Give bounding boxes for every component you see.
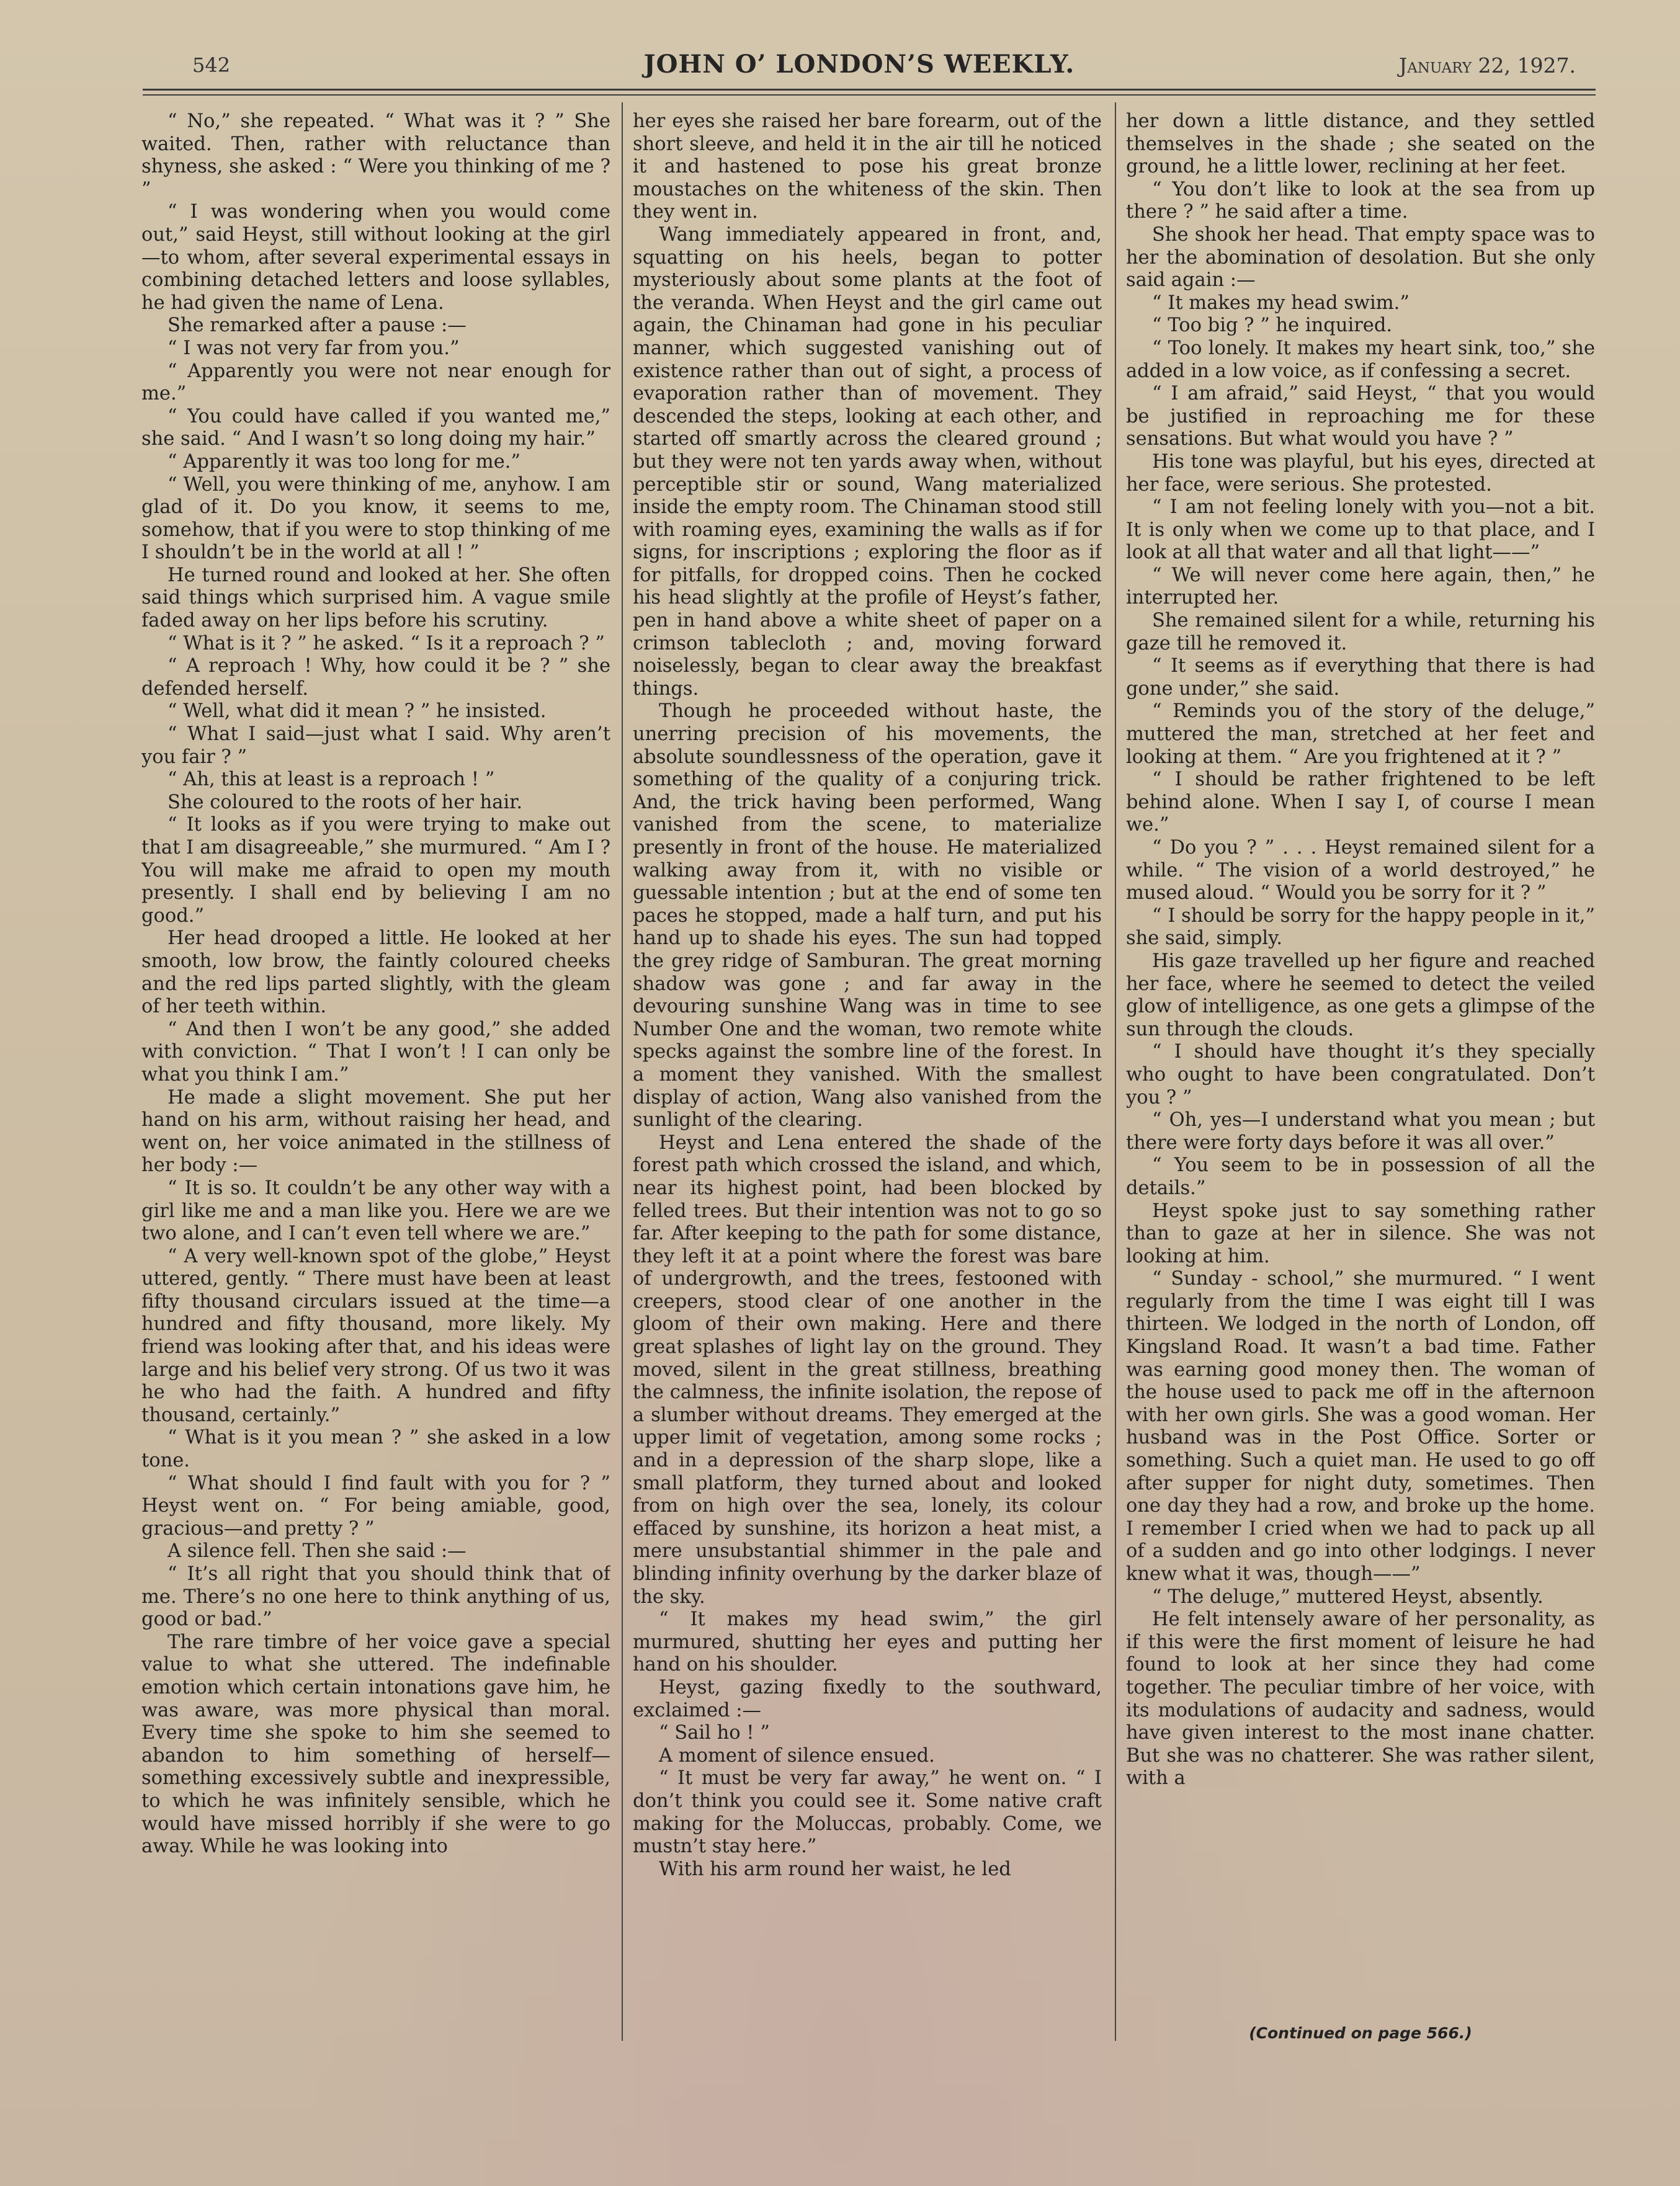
paragraph: her down a little distance, and they settled themselves in the shade ; she seated on the ground, he a little lower, reclining at her feet. (1126, 110, 1595, 178)
paragraph: “ I should have thought it’s they specially who ought to have been congratulated. Don’t you ? ” (1126, 1041, 1595, 1109)
paragraph: “ Well, you were thinking of me, anyhow. I am glad of it. Do you know, it seems to me, somehow, that if you were to stop thinking of me I shouldn’t be in the world at all ! ” (141, 473, 610, 564)
paragraph: “ Too big ? ” he inquired. (1152, 315, 1393, 337)
paragraph: Heyst, gazing fixedly to the southward, exclaimed :— (633, 1676, 1102, 1721)
paragraph: He turned round and looked at her. She often said things which surprised him. A vague smile faded away on her lips before his scrutiny. (141, 564, 610, 632)
paragraph: Her head drooped a little. He looked at her smooth, low brow, the faintly coloured cheeks and the red lips parted slightly, with the gleam of her teeth within. (141, 927, 610, 1018)
paragraph: “ You could have called if you wanted me,” she said. “ And I wasn’t so long doing my hair.” (141, 405, 610, 450)
header-rule (143, 89, 1596, 91)
paragraph: “ It makes my head swim.” (1152, 292, 1410, 314)
text-column-2 (633, 110, 1102, 2052)
paragraph: Wang immediately appeared in front, and, squatting on his heels, began to potter mysteriously about some plants at the foot of the veranda. When Heyst and the girl came out again, the Chinaman had gone in his peculiar manner, which suggested vanishing out of existence rather than out of sight, a process of evaporation rather than of movement. They descended the steps, looking at each other, and started off smartly across the cleared ground ; but they were not ten yards away when, without perceptible stir or sound, Wang materialized inside the empty room. The Chinaman stood still with roaming eyes, examining the walls as if for signs, for inscriptions ; exploring the floor as if for pitfalls, for dropped coins. Then he cocked his head slightly at the profile of Heyst’s father, pen in hand above a white sheet of paper on a crimson tablecloth ; and, moving forward noiselessly, began to clear away the breakfast things. (633, 223, 1102, 700)
paragraph: “ It’s all right that you should think that of me. There’s no one here to think anything of us, good or bad.” (141, 1563, 610, 1631)
paragraph: Though he proceeded without haste, the unerring precision of his movements, the absolute soundlessness of the operation, gave it something of the quality of a conjuring trick. And, the trick having been performed, Wang vanished from the scene, to materialize presently in front of the house. He materialized walking away from it, with no visible or guessable intention ; but at the end of some ten paces he stopped, made a half turn, and put his hand up to shade his eyes. The sun had topped the grey ridge of Samburan. The great morning shadow was gone ; and far away in the devouring sunshine Wang was in time to see Number One and the woman, two remote white specks against the sombre line of the forest. In a moment they vanished. With the smallest display of action, Wang also vanished from the sunlight of the clearing. (633, 700, 1102, 1131)
paragraph: She shook her head. That empty space was to her the abomination of desolation. But she only said again :— (1126, 223, 1595, 292)
paragraph: “ It must be very far away,” he went on. “ I don’t think you could see it. Some native craft making for the Moluccas, probably. Come, we mustn’t stay here.” (633, 1767, 1102, 1858)
paragraph: “ I should be rather frightened to be left behind alone. When I say I, of course I mean we.” (1126, 769, 1595, 836)
paragraph: “ The deluge,” muttered Heyst, absently. (1152, 1586, 1544, 1608)
column-divider (1115, 102, 1116, 2041)
text-column-1 (141, 110, 610, 2052)
paragraph: “ What I said—just what I said. Why aren’t you fair ? ” (141, 723, 610, 768)
paragraph: “ Do you ? ” . . . Heyst remained silent for a while. “ The vision of a world destroyed,” he mused aloud. “ Would you be sorry for it ? ” (1126, 837, 1595, 904)
paragraph: She remained silent for a while, returning his gaze till he removed it. (1126, 610, 1595, 654)
paragraph: His gaze travelled up her figure and reached her face, where he seemed to detect the veiled glow of intelligence, as one gets a glimpse of the sun through the clouds. (1126, 950, 1595, 1040)
paragraph: “ Ah, this at least is a reproach ! ” (168, 769, 495, 791)
paragraph: She remarked after a pause :— (168, 315, 467, 337)
paragraph: A silence fell. Then she said :— (168, 1540, 467, 1563)
paragraph: “ No,” she repeated. “ What was it ? ” She waited. Then, rather with reluctance than shyness, she asked : “ Were you thinking of me ? ” (141, 110, 610, 200)
paragraph: “ Well, what did it mean ? ” he insisted. (168, 700, 547, 723)
paragraph: “ Too lonely. It makes my heart sink, too,” she added in a low voice, as if confessing a secret. (1126, 337, 1595, 382)
paragraph: “ A very well-known spot of the globe,” Heyst uttered, gently. “ There must have been at least fifty thousand circulars issued at the time—a hundred and fifty thousand, more likely. My friend was looking after that, and his ideas were large and his belief very strong. Of us two it was he who had the faith. A hundred and fifty thousand, certainly.” (141, 1245, 610, 1426)
paragraph: “ Sunday - school,” she murmured. “ I went regularly from the time I was eight till I was thirteen. We lodged in the north of London, off Kingsland Road. It wasn’t a bad time. Father was earning good money then. The woman of the house used to pack me off in the afternoon with her own girls. She was a good woman. Her husband was in the Post Office. Sorter or something. Such a quiet man. He used to go off after supper for night duty, sometimes. Then one day they had a row, and broke up the home. I remember I cried when we had to pack up all of a sudden and go into other lodgings. I never knew what it was, though——” (1126, 1268, 1595, 1585)
paragraph: “ What is it you mean ? ” she asked in a low tone. (141, 1427, 610, 1472)
paragraph: “ I am not feeling lonely with you—not a bit. It is only when we come up to that place, and I look at all that water and all that light——” (1126, 496, 1595, 564)
paragraph: “ And then I won’t be any good,” she added with conviction. “ That I won’t ! I can only be what you think I am.” (141, 1018, 610, 1086)
page-header (143, 50, 1576, 87)
paragraph: He made a slight movement. She put her hand on his arm, without raising her head, and went on, her voice animated in the stillness of her body :— (141, 1086, 610, 1177)
paragraph: “ I am afraid,” said Heyst, “ that you would be justified in reproaching me for these sensations. But what would you have ? ” (1126, 383, 1595, 450)
paragraph: “ I should be sorry for the happy people in it,” she said, simply. (1126, 904, 1595, 950)
continued-notice: (Continued on page 566.) (1249, 2024, 1472, 2042)
issue-date: January 22, 1927. (1399, 53, 1576, 78)
paragraph: His tone was playful, but his eyes, directed at her face, were serious. She protested. (1126, 450, 1595, 496)
paragraph: A moment of silence ensued. (659, 1744, 935, 1767)
paragraph: “ You seem to be in possession of all the details.” (1126, 1154, 1595, 1199)
paragraph: “ It looks as if you were trying to make out that I am disagreeable,” she murmured. “ Am I ? You will make me afraid to open my mouth presently. I shall end by believing I am no good.” (141, 814, 610, 927)
paragraph: She coloured to the roots of her hair. (168, 791, 523, 813)
paragraph: “ It seems as if everything that there is had gone under,” she said. (1126, 655, 1595, 700)
paragraph: “ It makes my head swim,” the girl murmured, shutting her eyes and putting her hand on his shoulder. (633, 1608, 1102, 1676)
paragraph: “ Apparently it was too long for me.” (168, 450, 521, 473)
paragraph: “ What is it ? ” he asked. “ Is it a reproach ? ” (168, 632, 605, 654)
paragraph: He felt intensely aware of her personality, as if this were the first moment of leisure he had found to look at her since they had come together. The peculiar timbre of her voice, with its modulations of audacity and sadness, would have given interest to the most inane chatter. But she was no chatterer. She was rather silent, with a (1126, 1608, 1595, 1790)
paragraph: “ I was not very far from you.” (168, 337, 460, 359)
paragraph: The rare timbre of her voice gave a special value to what she uttered. The indefinable emotion which certain intonations gave him, he was aware, was more physical than moral. Every time she spoke to him she seemed to abandon to him something of herself—something excessively subtle and inexpressible, to which he was infinitely sensible, which he would have missed horribly if she were to go away. While he was looking into (141, 1631, 610, 1858)
paragraph: “ You don’t like to look at the sea from up there ? ” he said after a time. (1126, 178, 1595, 223)
paragraph: “ It is so. It couldn’t be any other way with a girl like me and a man like you. Here we are we two alone, and I can’t even tell where we are.” (141, 1177, 610, 1245)
paragraph: “ A reproach ! Why, how could it be ? ” she defended herself. (141, 655, 610, 700)
paragraph: With his arm round her waist, he led (659, 1858, 1011, 1880)
page-number: 542 (192, 53, 231, 77)
paragraph: “ Apparently you were not near enough for me.” (141, 360, 610, 405)
publication-title: JOHN O’ LONDON’S WEEKLY. (643, 50, 1075, 79)
paragraph: “ We will never come here again, then,” he interrupted her. (1126, 564, 1595, 609)
paragraph: “ Reminds you of the story of the deluge,” muttered the man, stretched at her feet and looking at them. “ Are you frightened at it ? ” (1126, 700, 1595, 768)
paragraph: “ I was wondering when you would come out,” said Heyst, still without looking at the girl—to whom, after several experimental essays in combining detached letters and loose syllables, he had given the name of Lena. (141, 201, 610, 314)
header-rule-thin (143, 94, 1596, 96)
column-divider (622, 102, 623, 2041)
text-column-3 (1126, 110, 1595, 2052)
paragraph: “ What should I find fault with you for ? ” Heyst went on. “ For being amiable, good, gracious—and pretty ? ” (141, 1472, 610, 1540)
paragraph: Heyst and Lena entered the shade of the forest path which crossed the island, and which, near its highest point, had been blocked by felled trees. But their intention was not to go so far. After keeping to the path for some distance, they left it at a point where the forest was bare of undergrowth, and the trees, festooned with creepers, stood clear of one another in the gloom of their own making. Here and there great splashes of light lay on the ground. They moved, silent in the great stillness, breathing the calmness, the infinite isolation, the repose of a slumber without dreams. They emerged at the upper limit of vegetation, among some rocks ; and in a depression of the sharp slope, like a small platform, they turned about and looked from on high over the sea, lonely, its colour effaced by sunshine, its horizon a heat mist, a mere unsubstantial shimmer in the pale and blinding infinity overhung by the darker blaze of the sky. (633, 1131, 1102, 1608)
paragraph: Heyst spoke just to say something rather than to gaze at her in silence. She was not looking at him. (1126, 1200, 1595, 1267)
paragraph: “ Oh, yes—I understand what you mean ; but there were forty days before it was all over.” (1126, 1109, 1595, 1154)
paragraph: “ Sail ho ! ” (659, 1722, 770, 1744)
paragraph: her eyes she raised her bare forearm, out of the short sleeve, and held it in the air till he noticed it and hastened to pose his great bronze moustaches on the whiteness of the skin. Then they went in. (633, 110, 1102, 223)
